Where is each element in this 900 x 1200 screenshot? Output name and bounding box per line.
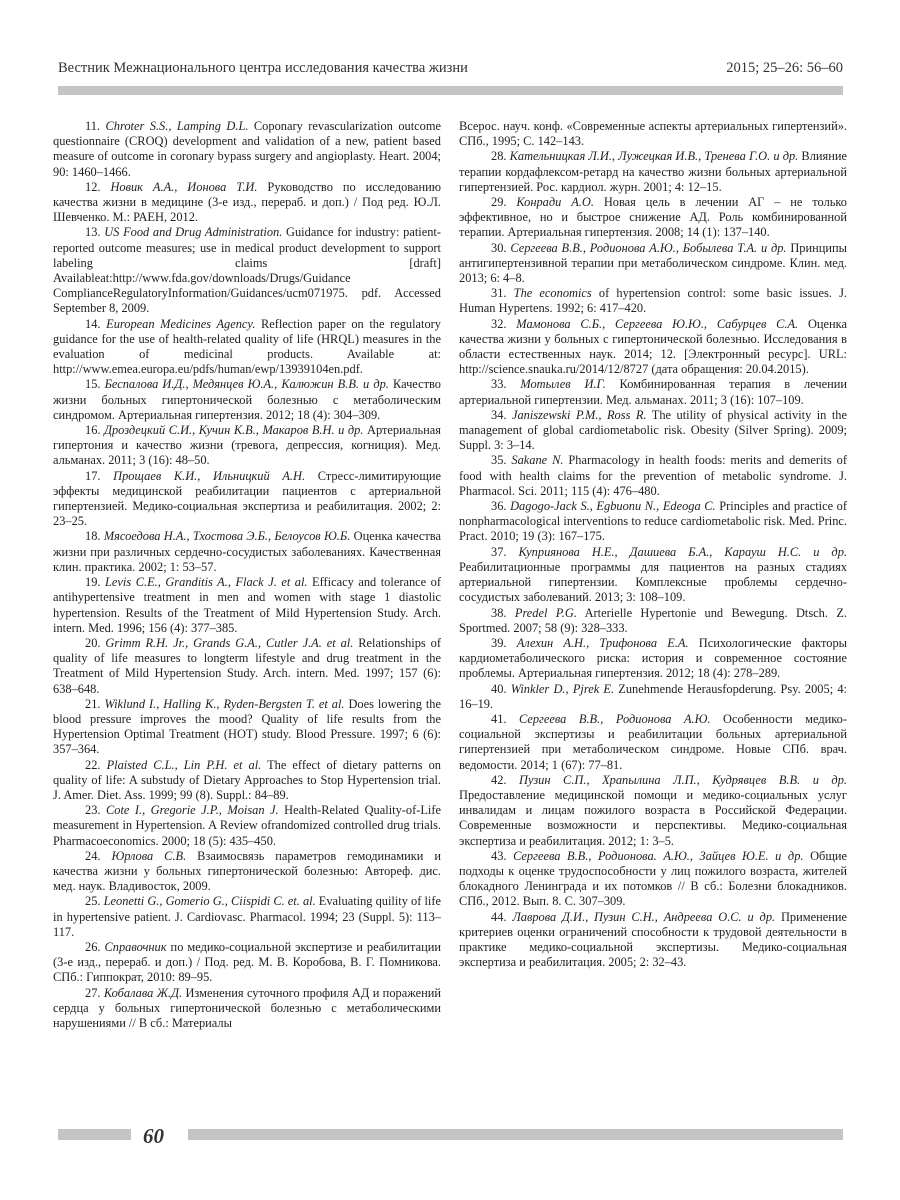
reference-text: Efficacy and tolerance of antihypertensive treatment in men and women with stage 1 diastolic hypertension. Results of the Treatment of Mild Hypertension Study. Arch. intern. Med. 1996; 156 (4): 377–385.: [53, 575, 441, 635]
reference-number: 20.: [85, 635, 101, 650]
reference-text: Общие подходы к оценке трудоспособности у лиц пожилого возраста, жителей блокадного Ленинграда и их потомков // В сб.: Болезни блокадников. СПб., 2012. Вып. 8. С. 307–309.: [459, 848, 847, 909]
reference-number: 40.: [491, 681, 507, 696]
reference-number: 37.: [491, 544, 507, 559]
reference-item: [459, 149, 847, 195]
reference-authors: Predel P.G.: [514, 605, 577, 620]
reference-authors: Janiszewski P.M., Ross R.: [511, 407, 647, 422]
journal-title: Вестник Межнационального центра исследования качества жизни: [58, 60, 468, 76]
reference-text: Предоставление медицинской помощи и медико-социальных услуг инвалидам и лицам пожилого возраста в Российской Федерации. Современные возможности и перспективы. Медико-социальная экспертиза и реабилитация. 2012; 1: 3–5.: [459, 787, 847, 848]
reference-text: Руководство по исследованию качества жизни в медицине (3-е изд., перераб. и доп.) / Под ред. Ю.Л. Шевченко. М.: РАЕН, 2012.: [53, 179, 441, 225]
reference-authors: Сергеева В.В., Родионова А.Ю.: [519, 711, 711, 726]
reference-authors: Мясоедова Н.А., Тхостова Э.Б., Белоусов Ю.Б.: [103, 529, 351, 544]
reference-item: [53, 575, 441, 636]
reference-item: [53, 119, 441, 180]
reference-authors: Мамонова С.Б., Сергеева Ю.Ю., Сабурцев С.А.: [516, 316, 799, 331]
reference-text: Relationships of quality of life measures to longterm lifestyle and drug treatment in the Treatment of Mild Hypertension Study. Arch. intern. Med. 1997; 157 (6): 638–648.: [53, 635, 441, 696]
reference-number: 21.: [85, 696, 101, 711]
page-number: 60: [143, 1124, 164, 1148]
reference-text: Principles and practice of nonpharmacological interventions to reduce cardiometabolic risk. Med. Princ. Pract. 2010; 19 (3): 167–175.: [459, 499, 847, 544]
reference-item: [459, 453, 847, 499]
reference-item: [459, 545, 847, 606]
issue-citation: 2015; 25–26: 56–60: [726, 60, 843, 76]
reference-text: Оценка качества жизни при различных сердечно-сосудистых заболеваниях. Качественная клин. практика. 2002; 1: 53–57.: [53, 529, 441, 574]
reference-authors: Grimm R.H. Jr., Grands G.A., Cutler J.A. et al.: [105, 635, 354, 650]
reference-authors: Cote I., Gregorie J.P., Moisan J.: [105, 803, 279, 818]
reference-item: [53, 758, 441, 804]
reference-text: по медико-социальной экспертизе и реабилитации (3-е изд., перераб. и доп.) / Под. ред. М. В. Коробова, В. Г. Помникова. СПб.: Гиппократ, 2010: 89–95.: [53, 939, 441, 985]
reference-number: 18.: [85, 529, 101, 544]
footer-bar-left: [58, 1129, 131, 1140]
reference-authors: Конради А.О.: [516, 195, 594, 210]
reference-text: Guidance for industry: patient-reported outcome measures; use in medical product development to support labeling claims [draft] Availableat:http://www.fda.gov/downloads/Drugs/Guidance ComplianceRegulatoryInformation/Guidances/ucm071975. pdf. Accessed September 8, 2009.: [53, 225, 441, 316]
reference-number: 30.: [491, 240, 507, 255]
reference-number: 29.: [491, 195, 507, 210]
reference-text: Оценка качества жизни у больных с гипертонической болезнью. Исследования в области естественных наук. 2014; 12. [Электронный ресурс]. URL: http://science.snauka.ru/2014/12/8727 (дата обращения: 20.04.2015).: [459, 316, 847, 377]
reference-text: Взаимосвязь параметров гемодинамики и качества жизни у больных гипертонической болезнью: Автореф. дис. мед. наук. Владивосток, 2009.: [53, 848, 441, 894]
reference-number: 13.: [85, 225, 101, 240]
reference-number: 14.: [85, 316, 101, 331]
reference-text: Влияние терапии кордафлексом-ретард на качество жизни больных артериальной гипертензией. Рос. кардиол. журн. 2001; 4: 12–15.: [459, 149, 847, 194]
reference-number: 31.: [491, 286, 507, 301]
reference-text: Стресс-лимитирующие эффекты медицинской реабилитации пациентов с артериальной гипертензией. Медико-социальная экспертиза и реабилитация. 2002; 2: 23–25.: [53, 468, 441, 529]
running-header: [58, 60, 843, 80]
reference-text: of hypertension control: some basic issues. J. Human Hypertens. 1992; 6: 417–420.: [459, 286, 847, 316]
reference-item: [459, 636, 847, 682]
reference-item: [53, 317, 441, 378]
reference-item: [53, 180, 441, 226]
reference-text: Психологические факторы кардиометаболического риска: история и современное состояние проблемы. Артериальная гипертензия. 2012; 18 (4): 278–289.: [459, 635, 847, 681]
reference-text: Pharmacology in health foods: merits and demerits of food with health claims for the prevention of metabolic syndrome. J. Pharmacol. Sci. 2011; 115 (4): 476–480.: [459, 453, 847, 498]
reference-text: Принципы антигипертензивной терапии при метаболическом синдроме. Клин. мед. 2013; 6: 4–8.: [459, 240, 847, 286]
reference-text: Изменения суточного профиля АД и поражений сердца у больных гипертонической болезнью с метаболическими нарушениями // В сб.: Материалы: [53, 985, 441, 1030]
reference-number: 23.: [85, 803, 101, 818]
reference-number: 38.: [491, 605, 507, 620]
reference-item: [459, 317, 847, 378]
reference-item: [53, 636, 441, 697]
reference-item: [459, 849, 847, 910]
reference-text: Does lowering the blood pressure improves the mood? Quality of life results from the Hypertension Optimal Treatment (HOT) study. Blood Pressure. 1997; 6 (6): 357–364.: [53, 696, 441, 757]
reference-number: 11.: [85, 119, 101, 133]
reference-text: Применение критериев оценки ограничений способности к трудовой деятельности в практике медико-социальной экспертизы. Медико-социальная экспертиза и реабилитация. 2005; 2: 32–43.: [459, 909, 847, 970]
reference-text: The effect of dietary patterns on quality of life: A substudy of Dietary Approaches to Stop Hypertension trial. J. Amer. Diet. Ass. 1999; 99 (8). Suppl.: 84–89.: [53, 757, 441, 802]
reference-item: [53, 225, 441, 316]
reference-item: [459, 712, 847, 773]
reference-number: 28.: [491, 149, 507, 164]
reference-item: [53, 803, 441, 849]
reference-authors: Мотылев И.Г.: [520, 377, 606, 392]
reference-text: Новая цель в лечении АГ – не только эффективное, но и быстрое снижение АД. Роль комбинированной терапии. Артериальная гипертензия. 2008; 14 (1): 137–140.: [459, 195, 848, 240]
reference-number: 19.: [85, 575, 101, 590]
reference-item: [459, 408, 847, 454]
reference-text: Arterielle Hypertonie und Bewegung. Dtsch. Z. Sportmed. 2007; 58 (9): 328–333.: [459, 605, 847, 635]
reference-item: [459, 910, 847, 971]
reference-authors: Юрлова С.В.: [111, 848, 187, 863]
reference-authors: Беспалова И.Д., Медянцев Ю.А., Калюжин В.В. и др.: [104, 377, 389, 392]
reference-number: 12.: [85, 179, 101, 194]
reference-text: Health-Related Quality-of-Life measurement in Hypertension. A Review ofrandomized controlled drug trials. Pharmacoeconomics. 2000; 18 (5): 435–450.: [53, 803, 441, 848]
reference-text: Reflection paper on the regulatory guidance for the use of health-related quality of life (HRQL) measures in the evaluation of medicinal products. Available at: http://www.emea.europa.eu/pdfs/human/ewp/13939104en.pdf.: [53, 316, 441, 377]
reference-number: 22.: [85, 757, 101, 772]
reference-item: [459, 682, 847, 712]
reference-authors: Chroter S.S., Lamping D.L.: [105, 119, 249, 133]
reference-number: 24.: [85, 848, 101, 863]
reference-number: 41.: [491, 711, 507, 726]
reference-text: Реабилитационные программы для пациентов на разных стадиях артериальной гипертензии. Комплексные проблемы сердечно-сосудистых заболеваний. 2013; 3: 108–109.: [459, 559, 847, 605]
reference-item: [53, 529, 441, 575]
reference-number: 33.: [491, 377, 507, 392]
reference-item: [459, 773, 847, 849]
reference-number: 25.: [85, 894, 101, 909]
reference-number: 39.: [491, 635, 507, 650]
left-column: [53, 119, 441, 1031]
reference-number: 26.: [85, 939, 101, 954]
reference-authors: The economics: [513, 286, 592, 301]
reference-item: [459, 195, 847, 241]
reference-item: [53, 423, 441, 469]
reference-item: [459, 286, 847, 316]
reference-authors: Сергеева В.В., Родионова А.Ю., Бобылева Т.А. и др.: [510, 240, 787, 255]
reference-authors: Winkler D., Pjrek E.: [510, 681, 615, 696]
reference-text: Особенности медико-социальной экспертизы и реабилитации больных артериальной гипертензией при метаболическом синдроме. Новые СПб. врач. ведомости. 2014; 1 (67): 77–81.: [459, 711, 847, 772]
reference-authors: Куприянова Н.Е., Дашиева Б.А., Карауш Н.С. и др.: [518, 544, 847, 559]
reference-text: Комбинированная терапия в лечении артериальной гипертензии. Мед. альманах. 2011; 3 (16): 107–109.: [459, 377, 847, 407]
reference-item: [53, 940, 441, 986]
reference-item: [53, 697, 441, 758]
reference-item: [53, 894, 441, 940]
reference-number: 16.: [85, 423, 101, 438]
reference-authors: Levis C.E., Granditis A., Flack J. et al.: [105, 575, 308, 590]
reference-authors: Plaisted C.L., Lin P.H. et al.: [106, 757, 262, 772]
reference-authors: Прощаев К.И., Ильницкий А.Н.: [113, 468, 306, 483]
reference-authors: Новик А.А., Ионова Т.И.: [110, 179, 258, 194]
reference-authors: Wiklund I., Halling K., Ryden-Bergsten T. et al.: [104, 696, 345, 711]
header-divider-bar: [58, 86, 843, 95]
reference-item: [459, 499, 847, 545]
right-column: [459, 119, 847, 970]
reference-number: 15.: [85, 377, 101, 392]
reference-number: 44.: [491, 909, 507, 924]
reference-authors: Кобалава Ж.Д.: [103, 985, 183, 1000]
reference-authors: Кательницкая Л.И., Лужецкая И.В., Тренева Г.О. и др.: [509, 149, 799, 164]
reference-item: [53, 986, 441, 1032]
reference-item: [459, 241, 847, 287]
reference-text: Zunehmende Herausfopderung. Psy. 2005; 4: 16–19.: [459, 681, 847, 711]
footer-bar-right: [188, 1129, 843, 1140]
reference-continuation: Всерос. науч. конф. «Современные аспекты артериальных гипертензий». СПб., 1995; С. 142–143.: [459, 119, 847, 149]
reference-text: The utility of physical activity in the management of global cardiometabolic risk. Obesity (Silver Spring). 2009; Suppl. 3: 3–14.: [459, 407, 847, 453]
reference-item: [459, 606, 847, 636]
reference-authors: Сергеева В.В., Родионова. А.Ю., Зайцев Ю.Е. и др.: [513, 848, 804, 863]
reference-authors: Лаврова Д.И., Пузин С.Н., Андреева О.С. и др.: [512, 909, 776, 924]
reference-number: 35.: [491, 453, 507, 468]
reference-number: 17.: [85, 468, 101, 483]
reference-item: [53, 469, 441, 530]
reference-authors: Leonetti G., Gomerio G., Ciispidi C. et. al.: [103, 894, 316, 909]
reference-authors: Дроздецкий С.И., Кучин К.В., Макаров В.Н. и др.: [104, 423, 364, 438]
reference-number: 32.: [491, 316, 507, 331]
reference-text: Coponary revascularization outcome questionnaire (CROQ) development and validation of a new, patient based measure of outcome in coronary bypass surgery and angioplasty. Heart. 2004; 90: 1460–1466.: [53, 119, 441, 179]
reference-item: [53, 377, 441, 423]
reference-item: [53, 849, 441, 895]
reference-text: Evaluating quility of life in hypertensive patient. J. Cardiovasc. Pharmacol. 1994; 23 (Suppl. 5): 113–117.: [53, 894, 441, 939]
reference-authors: Алехин А.Н., Трифонова Е.А.: [516, 635, 689, 650]
reference-item: [459, 377, 847, 407]
reference-number: 36.: [491, 499, 507, 514]
reference-authors: Справочник: [104, 939, 167, 954]
reference-number: 27.: [85, 985, 101, 1000]
reference-authors: Dagogo-Jack S., Egbuonu N., Edeoga C.: [510, 499, 716, 514]
reference-authors: Пузин С.П., Храпылина Л.П., Кудрявцев В.В. и др.: [519, 772, 847, 787]
reference-authors: Sakane N.: [511, 453, 564, 468]
reference-authors: US Food and Drug Administration.: [104, 225, 283, 240]
reference-number: 43.: [491, 848, 507, 863]
reference-authors: European Medicines Agency.: [106, 316, 256, 331]
reference-number: 34.: [491, 407, 507, 422]
reference-text: Артериальная гипертония и качество жизни (тревога, депрессия, когниция). Мед. альманах. 2011; 3 (16): 48–50.: [53, 423, 441, 468]
reference-text: Качество жизни больных гипертонической болезнью с метаболическим синдромом. Артериальная гипертензия. 2012; 18 (4): 304–309.: [53, 377, 441, 422]
reference-number: 42.: [491, 772, 507, 787]
